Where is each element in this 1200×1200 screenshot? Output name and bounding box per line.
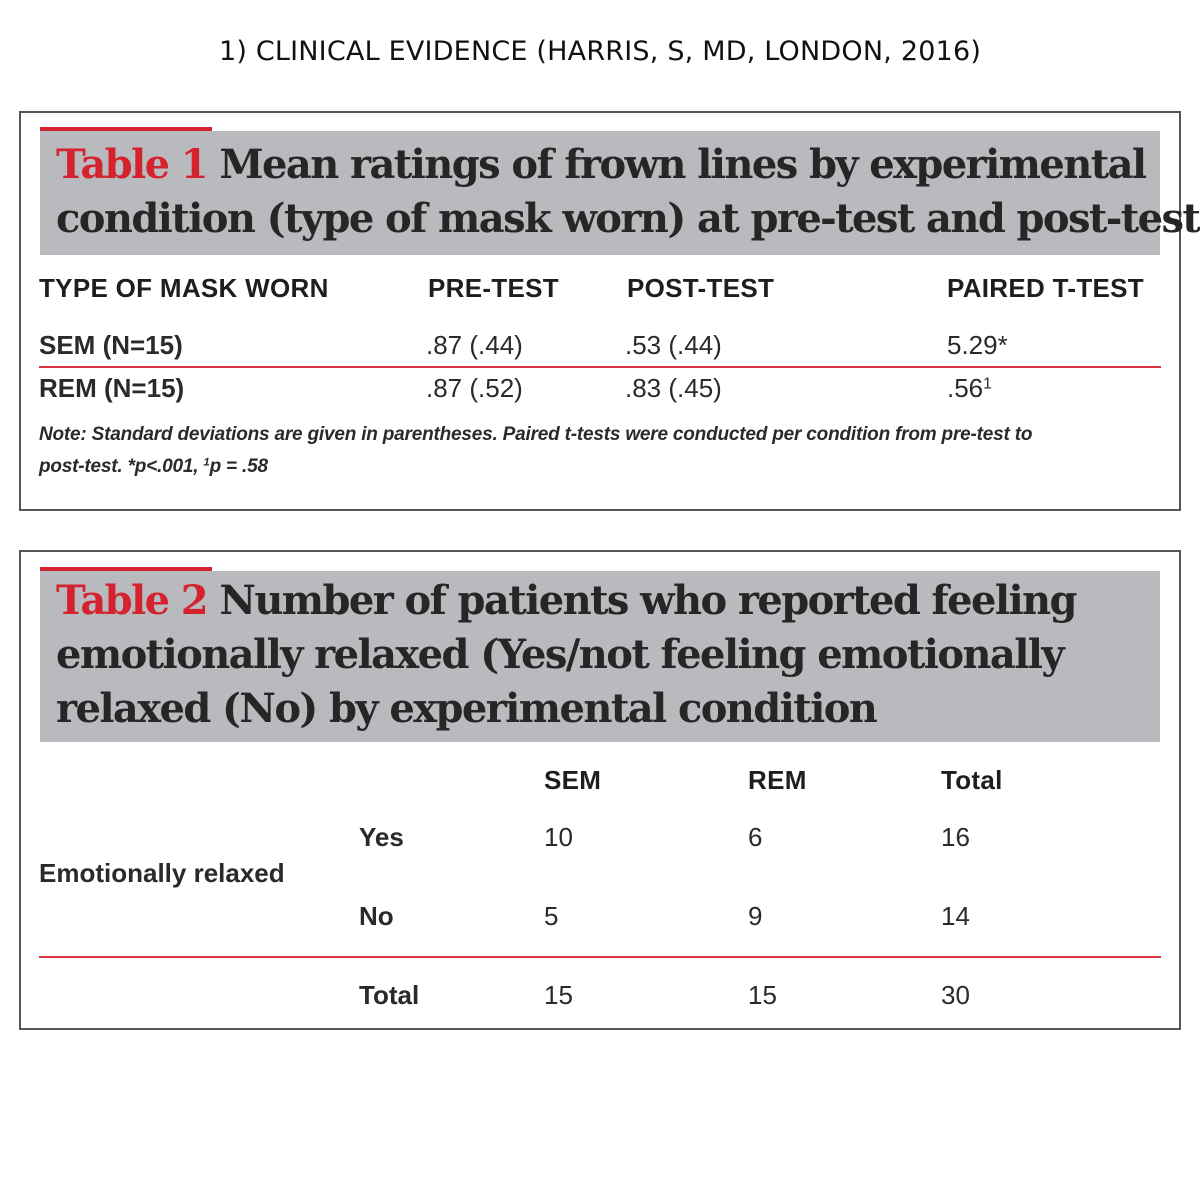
table-2-title [56, 574, 1076, 627]
page-title: 1) CLINICAL EVIDENCE (HARRIS, S, MD, LONDON, 2016) [218, 36, 982, 67]
table-1-note [39, 419, 1032, 483]
yes-sem: 10 [544, 822, 573, 852]
no-sem: 5 [544, 901, 559, 931]
table-1-row-divider [39, 366, 1161, 368]
table-1-panel [19, 111, 1200, 511]
rem-post-test: .83 (.45) [625, 373, 722, 403]
table-1-title-line-2: condition (type of mask worn) at pre-test and post-test [56, 195, 1200, 242]
rem-paired-t-test [947, 373, 992, 404]
table-2-panel [19, 550, 1181, 1030]
col-header-post-test: POST-TEST [627, 273, 775, 303]
col-header-sem: SEM [544, 765, 602, 795]
col-header-total: Total [941, 765, 1003, 795]
rem-pre-test: .87 (.52) [426, 373, 523, 403]
rem-t-value: .56 [947, 373, 984, 403]
row-label-no: No [359, 901, 394, 931]
sem-pre-test: .87 (.44) [426, 330, 523, 360]
note-part-b: p = .58 [209, 456, 268, 477]
table-1-number: Table 1 [56, 141, 208, 188]
sem-post-test: .53 (.44) [625, 330, 722, 360]
col-header-rem: REM [748, 765, 807, 795]
table-1-note-line-2 [39, 451, 1032, 483]
grand-total: 30 [941, 980, 970, 1010]
row-label-yes: Yes [359, 822, 404, 852]
sem-t-value: 5.29* [947, 330, 1008, 360]
total-sem: 15 [544, 980, 573, 1010]
rem-t-footnote-mark: 1 [983, 375, 992, 393]
note-footnote-mark: 1 [203, 456, 210, 469]
yes-rem: 6 [748, 822, 763, 852]
row-label-rem: REM (N=15) [39, 373, 185, 403]
col-header-mask-type: TYPE OF MASK WORN [39, 273, 329, 303]
no-total: 14 [941, 901, 970, 931]
row-label-sem: SEM (N=15) [39, 330, 183, 360]
no-rem: 9 [748, 901, 763, 931]
sem-paired-t-test [947, 330, 1008, 361]
note-part-a: post-test. *p<.001, [39, 456, 204, 477]
row-label-total: Total [359, 980, 420, 1010]
col-header-pre-test: PRE-TEST [428, 273, 559, 303]
table-2-total-divider [39, 956, 1161, 958]
table-2-title-line-1: Number of patients who reported feeling [219, 577, 1076, 624]
table-2-title-line-3: relaxed (No) by experimental condition [56, 685, 877, 732]
table-2-title-line-2: emotionally relaxed (Yes/not feeling emotionally [56, 631, 1064, 678]
table-1-note-line-1: Note: Standard deviations are given in parentheses. Paired t-tests were conducted per condition from pre-test to [39, 424, 1033, 445]
row-group-label: Emotionally relaxed [39, 858, 285, 888]
table-2-number: Table 2 [56, 577, 208, 624]
yes-total: 16 [941, 822, 970, 852]
col-header-paired-t-test: PAIRED T-TEST [947, 273, 1144, 303]
total-rem: 15 [748, 980, 777, 1010]
table-1-title [56, 138, 1146, 191]
table-1-title-line-1: Mean ratings of frown lines by experimental [219, 141, 1146, 188]
